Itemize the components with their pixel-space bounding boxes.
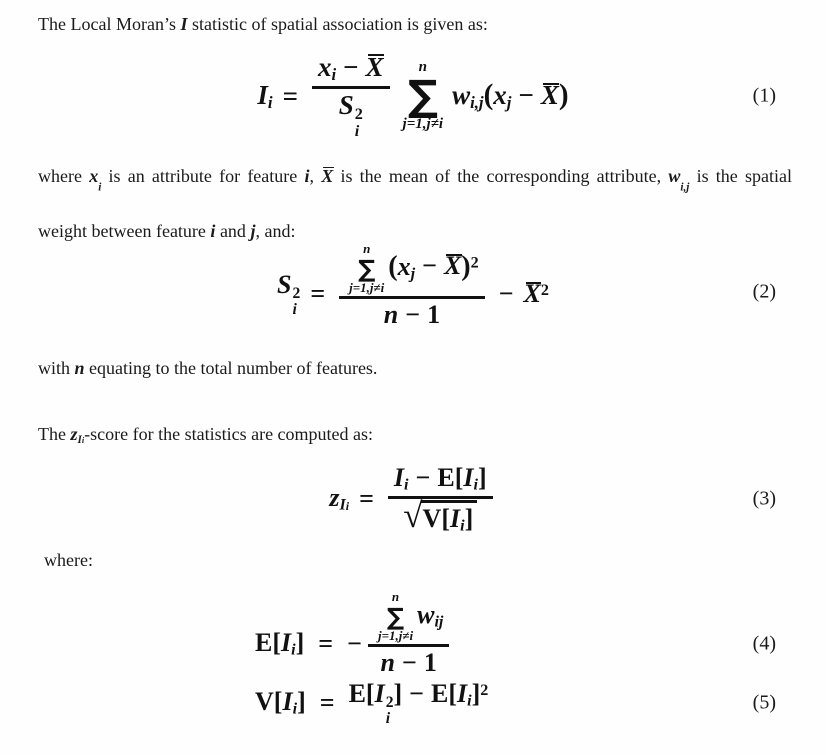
equals-sign: = xyxy=(310,279,326,308)
sigma-symbol: ∑ xyxy=(358,254,376,283)
sub-i: i xyxy=(292,700,298,718)
minus-operator: − xyxy=(409,678,424,708)
right-bracket: ] xyxy=(295,628,305,658)
equals-sign: = xyxy=(282,80,298,111)
sup-2: 2 xyxy=(354,105,363,124)
sup-2: 2 xyxy=(470,254,479,272)
equals-sign: = xyxy=(318,629,334,658)
sub-i: i xyxy=(473,476,478,494)
var-w: w xyxy=(417,599,435,629)
var-i: i xyxy=(210,220,216,241)
summation xyxy=(403,59,444,133)
fraction-numerator xyxy=(368,589,449,645)
sum-lower-limit: j=1,j≠i xyxy=(349,279,385,295)
equation-2 xyxy=(0,234,826,338)
minus-operator: − xyxy=(422,251,437,281)
x-bar-symbol: X xyxy=(523,279,541,308)
var-n: n xyxy=(74,358,85,378)
eq5-rhs xyxy=(349,679,489,728)
expectation-E: E xyxy=(348,678,366,708)
text: with xyxy=(38,358,75,378)
sub-ij: i,j xyxy=(470,93,484,112)
right-bracket: ] xyxy=(464,503,474,533)
text: and xyxy=(215,220,251,241)
eq1-lhs xyxy=(257,80,272,113)
equals-sign: = xyxy=(319,688,335,717)
fraction-denominator xyxy=(397,495,483,537)
text: The xyxy=(38,424,71,444)
with-n-paragraph xyxy=(38,357,377,380)
sup-2: 2 xyxy=(480,681,489,699)
var-I: I xyxy=(374,678,385,708)
equation-number: (2) xyxy=(752,280,776,303)
var-x: x xyxy=(493,80,507,110)
variance-V: V xyxy=(422,503,442,533)
fraction-denominator xyxy=(378,299,446,331)
where-paragraph xyxy=(44,549,93,572)
number-1: 1 xyxy=(423,648,437,678)
sub-I: I xyxy=(339,496,346,514)
fraction-denominator xyxy=(333,89,369,141)
fraction-numerator xyxy=(388,462,493,496)
sum-lower-limit: j=1,j≠i xyxy=(377,627,414,643)
eq1-tail xyxy=(452,79,569,113)
text: where: xyxy=(44,550,93,570)
right-paren: ) xyxy=(461,250,471,282)
var-j: j xyxy=(250,220,256,241)
equation-1 xyxy=(0,50,826,142)
var-n: n xyxy=(380,648,395,678)
sub-i: i xyxy=(385,710,391,728)
radicand xyxy=(421,500,478,536)
left-bracket: [ xyxy=(365,678,375,708)
equation-number: (1) xyxy=(752,84,776,107)
sub-I: I xyxy=(77,433,82,446)
intro-paragraph xyxy=(38,13,488,36)
var-I: I xyxy=(257,79,268,110)
minus-operator: − xyxy=(405,300,421,330)
left-bracket: [ xyxy=(273,687,283,717)
sub-j: j xyxy=(506,93,512,112)
left-paren: ( xyxy=(388,250,398,282)
sum-upper-limit: n xyxy=(418,58,427,75)
left-bracket: [ xyxy=(454,462,464,492)
sub-j: j xyxy=(410,265,416,283)
sub-i: i xyxy=(467,692,472,710)
var-S: S xyxy=(338,89,354,120)
eq5-lhs xyxy=(255,687,306,719)
sup-2: 2 xyxy=(292,284,301,302)
expectation-E: E xyxy=(437,462,455,492)
sup-sub-stack xyxy=(293,286,301,319)
fraction xyxy=(388,462,493,536)
var-z: z xyxy=(329,483,340,513)
var-x: x xyxy=(317,51,332,82)
summation xyxy=(349,242,384,296)
eq2-tail xyxy=(489,279,549,309)
left-bracket: [ xyxy=(441,503,450,533)
var-S: S xyxy=(277,269,292,299)
text: is an attribute for feature xyxy=(101,166,305,186)
var-I: I xyxy=(282,687,293,717)
right-bracket: ] xyxy=(471,678,481,708)
var-i: i xyxy=(304,166,310,186)
minus-operator: − xyxy=(401,648,417,678)
var-I: I xyxy=(463,462,474,492)
left-bracket: [ xyxy=(448,678,458,708)
equation-4 xyxy=(0,586,826,682)
minus-operator: − xyxy=(347,629,362,658)
text: -score for the statistics are computed as: xyxy=(84,424,374,444)
minus-operator: − xyxy=(518,80,534,110)
sub-sub-i: i xyxy=(81,435,85,445)
equation-5 xyxy=(0,678,826,728)
text: , xyxy=(309,166,322,186)
var-w: w xyxy=(452,80,471,110)
fraction xyxy=(312,51,390,141)
fraction xyxy=(339,241,485,332)
intro-text-post: statistic of spatial association is given as: xyxy=(187,14,488,34)
minus-operator: − xyxy=(415,462,431,492)
radical-symbol: √ xyxy=(403,495,423,535)
expectation-E: E xyxy=(431,678,449,708)
right-bracket: ] xyxy=(477,462,487,492)
equation-number: (4) xyxy=(752,632,776,655)
sup-2: 2 xyxy=(540,281,549,299)
sub-i: i xyxy=(354,122,360,141)
var-I: I xyxy=(281,628,292,658)
expectation-E: E xyxy=(255,628,273,658)
var-x: x xyxy=(397,251,411,281)
minus-operator: − xyxy=(498,279,514,308)
text: is the mean of the corresponding attribute, xyxy=(333,166,669,186)
variance-V: V xyxy=(255,687,274,717)
var-I: I xyxy=(457,678,468,708)
sigma-symbol: ∑ xyxy=(386,602,405,631)
sup-sub-stack xyxy=(355,106,363,140)
sub-i: i xyxy=(460,517,465,535)
sub-ij: i,j xyxy=(680,181,690,194)
right-bracket: ] xyxy=(393,678,403,708)
x-bar-symbol: X xyxy=(443,251,462,281)
text: where xyxy=(38,166,90,186)
right-paren: ) xyxy=(558,79,569,111)
eq2-lhs xyxy=(277,270,300,319)
summation xyxy=(378,590,413,644)
left-bracket: [ xyxy=(272,628,282,658)
left-paren: ( xyxy=(483,79,494,111)
equation-3 xyxy=(0,461,826,537)
equation-number: (3) xyxy=(752,487,776,510)
var-w: w xyxy=(668,166,681,186)
eq4-lhs xyxy=(255,628,304,660)
minus-operator: − xyxy=(343,51,359,82)
equals-sign: = xyxy=(359,484,374,513)
intro-text-pre: The Local Moran’s xyxy=(38,14,181,34)
square-root xyxy=(403,495,477,536)
sub-i: i xyxy=(267,92,273,112)
var-I: I xyxy=(449,503,461,533)
sub-i: i xyxy=(292,301,297,319)
right-bracket: ] xyxy=(297,687,306,717)
text: is the spatial weight between feature xyxy=(38,166,792,241)
sum-upper-limit: n xyxy=(363,240,371,256)
x-bar-symbol: X xyxy=(321,166,334,186)
sum-upper-limit: n xyxy=(391,588,400,604)
zscore-paragraph xyxy=(38,423,373,448)
moran-I-symbol: I xyxy=(180,14,188,34)
equation-number: (5) xyxy=(752,691,776,714)
sub-i: i xyxy=(291,641,296,659)
text: , and: xyxy=(255,220,296,241)
fraction-numerator xyxy=(339,241,485,297)
sub-sub-i: i xyxy=(345,499,350,514)
fraction xyxy=(368,589,449,680)
sup-2: 2 xyxy=(385,693,394,711)
sum-lower-limit: j=1,j≠i xyxy=(402,115,444,132)
number-1: 1 xyxy=(427,300,441,330)
sup-sub-stack xyxy=(386,695,394,728)
fraction-numerator xyxy=(312,51,390,86)
fraction-denominator xyxy=(375,647,443,679)
sub-i: i xyxy=(98,181,102,194)
sub-i: i xyxy=(404,476,409,494)
sigma-symbol: ∑ xyxy=(407,71,438,121)
var-z: z xyxy=(70,424,78,444)
sub-i: i xyxy=(331,64,337,84)
x-bar-symbol: X xyxy=(540,80,559,110)
eq3-lhs xyxy=(329,483,349,515)
var-I: I xyxy=(393,462,405,492)
var-x: x xyxy=(89,166,99,186)
var-n: n xyxy=(383,300,399,330)
sub-ij: ij xyxy=(434,613,444,631)
text: equating to the total number of features. xyxy=(84,358,378,378)
x-bar-symbol: X xyxy=(365,51,384,82)
